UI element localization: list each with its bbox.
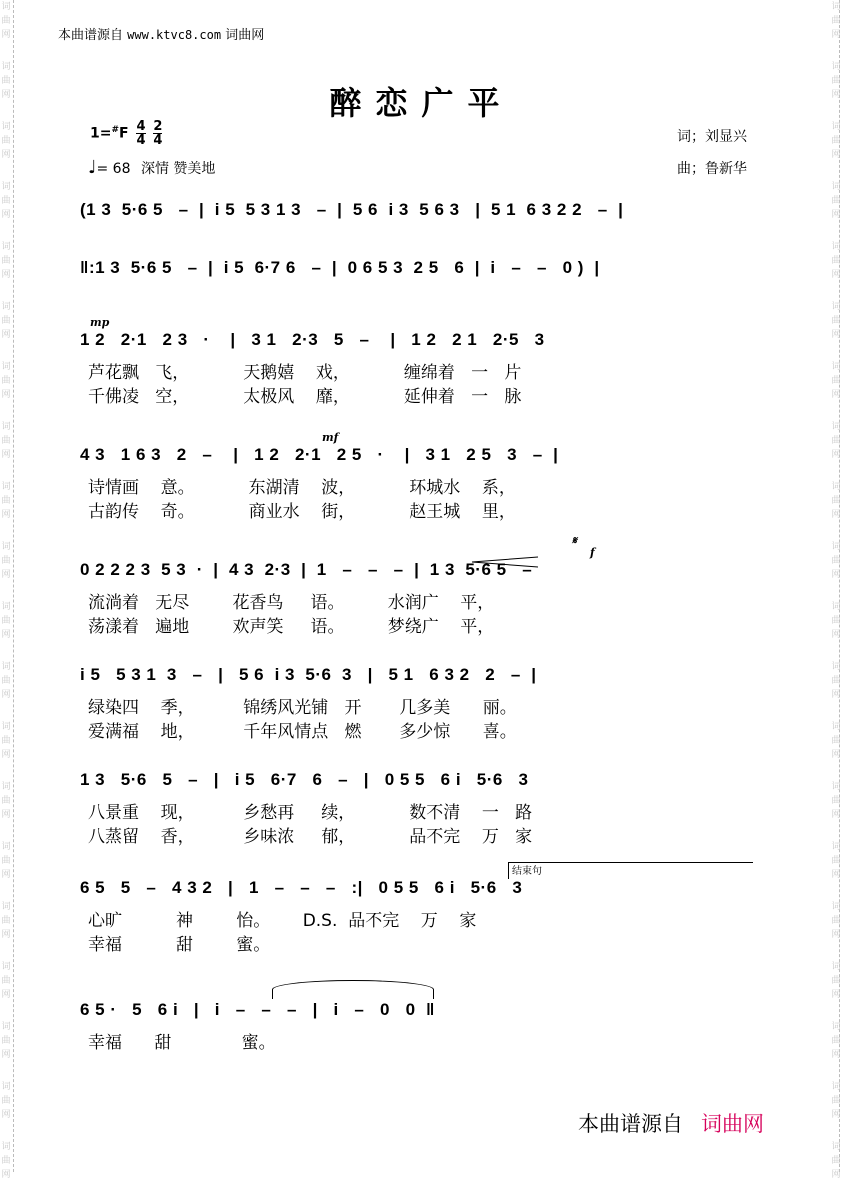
dynamic-mf: mf	[322, 431, 339, 444]
score-line-7-lyric-verse1: 八景重 现， 乡愁再 续， 数不清 一 路	[88, 803, 533, 823]
lyricist-credit: 词；刘显兴	[677, 129, 747, 145]
score-line-5-notes: 0 2 2 2 3 5 3 · | 4 3 2·3 | 1 – – – | 1 3 5·6 5 –	[80, 560, 533, 579]
score-line-5-lyric-verse2: 荡漾着 遍地 欢声笑 语。 梦绕广 平，	[88, 617, 495, 637]
composer-credit: 曲；鲁新华	[677, 161, 747, 177]
source-url[interactable]: www.ktvc8.com	[127, 28, 222, 42]
left-watermark-column: 词 曲 网 词 曲 网 词 曲 网 词 曲 网 词 曲 网 词 曲 网 词 曲 网 词 曲 网 词 曲 网 词 曲 网 词 曲 网 词 曲 网 词 曲 网 词 曲 网 词 曲 网 词 曲 网 词 曲 网 词 曲 网 词 曲 网 词 曲 网	[1, 2, 11, 1180]
crescendo-hairpin	[470, 555, 540, 569]
key-note: F	[119, 125, 129, 142]
source-site: 词曲网	[225, 28, 265, 43]
score-line-1-notes: (1 3 5·6 5 – | i 5 5 3 1 3 – | 5 6 i 3 5 6 3 | 5 1 6 3 2 2 – |	[80, 200, 624, 219]
right-watermark-column: 词 曲 网 词 曲 网 词 曲 网 词 曲 网 词 曲 网 词 曲 网 词 曲 网 词 曲 网 词 曲 网 词 曲 网 词 曲 网 词 曲 网 词 曲 网 词 曲 网 词 曲 网 词 曲 网 词 曲 网 词 曲 网 词 曲 网 词 曲 网	[831, 2, 841, 1180]
score-line-4-notes: 4 3 1 6 3 2 – | 1 2 2·1 2 5 · | 3 1 2 5 3 – |	[80, 445, 559, 464]
score-line-6-notes: i 5 5 3 1 3 – | 5 6 i 3 5·6 3 | 5 1 6 3 2 2 – |	[80, 665, 537, 684]
score-line-2-notes: ‖:1 3 5·6 5 – | i 5 6·7 6 – | 0 6 5 3 2 5 6 | i – – 0 ) |	[80, 258, 600, 277]
score-line-9-notes: 6 5 · 5 6 i | i – – – | i – 0 0 ‖	[80, 1000, 435, 1019]
score-line-7-notes: 1 3 5·6 5 – | i 5 6·7 6 – | 0 5 5 6 i 5·6 3	[80, 770, 529, 789]
key-signature	[90, 120, 162, 147]
score-line-7-lyric-verse2: 八蒸留 香， 乡味浓 郁， 品不完 万 家	[88, 827, 533, 847]
score-line-3-notes: 1 2 2·1 2 3 · | 3 1 2·3 5 – | 1 2 2 1 2·5 3	[80, 330, 545, 349]
footer-source	[578, 1108, 764, 1138]
source-header	[58, 24, 264, 43]
song-title: 醉恋广平	[329, 84, 514, 122]
score-line-9-lyric-verse1: 幸福 甜 蜜。	[88, 1033, 276, 1053]
score-line-6-lyric-verse1: 绿染四 季， 锦绣风光铺 开 几多美 丽。	[88, 698, 517, 718]
score-line-6-lyric-verse2: 爱满福 地， 千年风情点 燃 多少惊 喜。	[88, 722, 517, 742]
segno-sign: 𝄋	[572, 534, 577, 547]
score-line-3-lyric-verse1: 芦花飘 飞， 天鹅嬉 戏， 缠绵着 一 片	[88, 363, 522, 383]
score-line-8-lyric-verse1: 心旷 神 怡。 D.S. 品不完 万 家	[88, 911, 477, 931]
score-line-3-lyric-verse2: 千佛凌 空， 太极风 靡， 延伸着 一 脉	[88, 387, 522, 407]
source-prefix: 本曲谱源自	[58, 28, 124, 43]
score-line-4-lyric-verse2: 古韵传 奇。 商业水 街， 赵王城 里，	[88, 502, 516, 522]
tie-slur	[272, 980, 434, 999]
time-signature-2: $\frac{2}{4}$	[153, 119, 163, 148]
key-prefix: 1=	[90, 125, 112, 142]
score-line-8-lyric-verse2: 幸福 甜 蜜。	[88, 935, 271, 955]
footer-site[interactable]: 词曲网	[701, 1112, 764, 1136]
ending-bracket	[508, 862, 753, 879]
dynamic-mp: mp	[90, 316, 110, 329]
tempo-marking	[88, 157, 215, 178]
score-line-4-lyric-verse1: 诗情画 意。 东湖清 波， 环城水 系，	[88, 478, 516, 498]
time-signature-1: $\frac{4}{4}$	[136, 119, 146, 148]
tempo-value: = 68	[96, 161, 131, 177]
score-line-5-lyric-verse1: 流淌着 无尽 花香鸟 语。 水润广 平，	[88, 593, 495, 613]
key-accidental: #	[111, 124, 120, 135]
quarter-note-icon: ♩	[88, 157, 97, 178]
left-dashed-border	[13, 0, 24, 1172]
score-line-8-notes: 6 5 5 – 4 3 2 | 1 – – – :| 0 5 5 6 i 5·6 3	[80, 878, 523, 897]
dynamic-f: f	[590, 546, 595, 559]
tempo-mood: 深情 赞美地	[140, 161, 216, 177]
ending-label: 结束句	[512, 866, 542, 877]
footer-prefix: 本曲谱源自	[578, 1112, 683, 1136]
